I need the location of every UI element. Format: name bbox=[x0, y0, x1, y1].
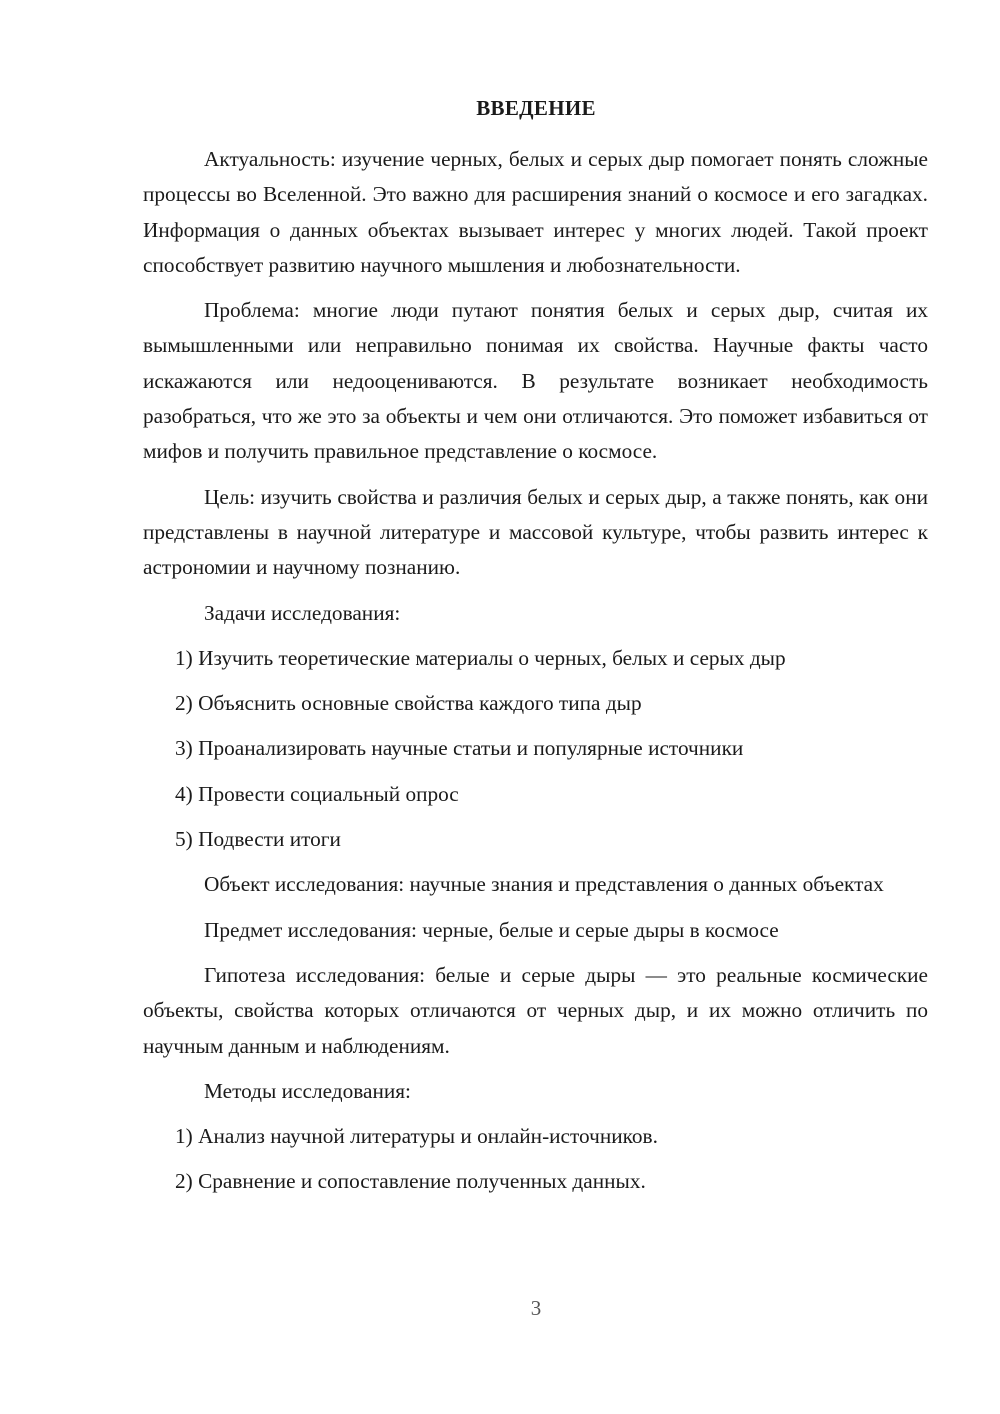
page-title: ВВЕДЕНИЕ bbox=[476, 96, 596, 120]
page-number: 3 bbox=[530, 1296, 542, 1320]
subject-paragraph: Предмет исследования: черные, белые и серые дыры в космосе bbox=[204, 917, 779, 942]
problem-paragraph: Проблема: многие люди путают понятия белых и серых дыр, считая их вымышленными или неправильно понимая их свойства. Научные факты часто искажаются или недооцениваются. В результате возникает необходимость разобраться, что же это за объекты и чем они отличаются. Это поможет избавиться от мифов и получить правильное представление о космосе. bbox=[143, 298, 928, 464]
hypothesis-paragraph: Гипотеза исследования: белые и серые дыры — это реальные космические объекты, свойства которых отличаются от черных дыр, и их можно отличить по научным данным и наблюдениям. bbox=[143, 962, 928, 1058]
list-item: 2) Объяснить основные свойства каждого типа дыр bbox=[175, 691, 642, 716]
tasks-list bbox=[143, 641, 928, 857]
list-item: 3) Проанализировать научные статьи и популярные источники bbox=[175, 736, 744, 761]
methods-list bbox=[143, 1119, 928, 1200]
list-item: 4) Провести социальный опрос bbox=[175, 781, 459, 806]
object-paragraph: Объект исследования: научные знания и представления о данных объектах bbox=[204, 872, 884, 897]
tasks-heading: Задачи исследования: bbox=[204, 600, 401, 625]
list-item: 2) Сравнение и сопоставление полученных данных. bbox=[175, 1169, 646, 1194]
goal-paragraph: Цель: изучить свойства и различия белых и серых дыр, а также понять, как они представлены в научной литературе и массовой культуре, чтобы развить интерес к астрономии и научному познанию. bbox=[143, 484, 928, 580]
relevance-paragraph: Актуальность: изучение черных, белых и серых дыр помогает понять сложные процессы во Вселенной. Это важно для расширения знаний о космосе и его загадках. Информация о данных объектах вызывает интерес у многих людей. Такой проект способствует развитию научного мышления и любознательности. bbox=[143, 147, 928, 277]
list-item: 1) Анализ научной литературы и онлайн-источников. bbox=[175, 1124, 658, 1149]
document-body bbox=[143, 142, 928, 1210]
list-item: 1) Изучить теоретические материалы о черных, белых и серых дыр bbox=[175, 645, 786, 670]
methods-heading: Методы исследования: bbox=[204, 1078, 411, 1103]
list-item: 5) Подвести итоги bbox=[175, 827, 341, 852]
